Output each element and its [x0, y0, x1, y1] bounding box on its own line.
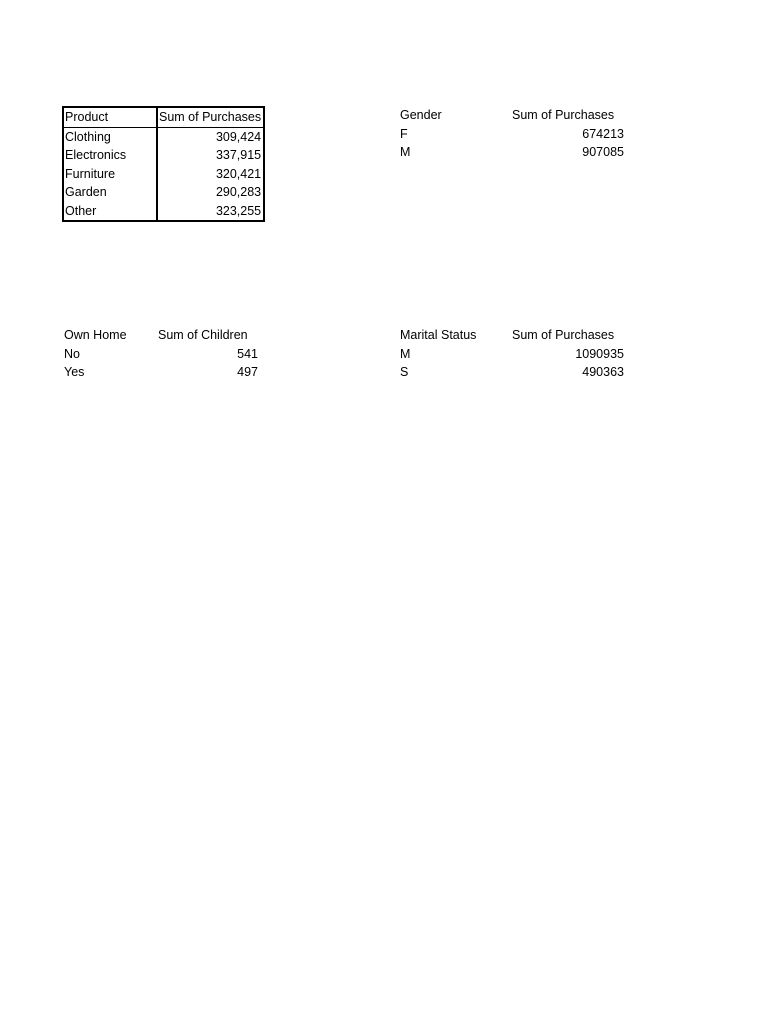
- gender-table: [398, 106, 626, 162]
- row-label[interactable]: S: [400, 365, 409, 380]
- row-value[interactable]: 497: [237, 365, 258, 380]
- row-value[interactable]: 1090935: [575, 346, 624, 361]
- header-marital-status[interactable]: Marital Status: [400, 328, 477, 343]
- table-header-row: [398, 326, 626, 345]
- row-value[interactable]: 309,424: [215, 129, 262, 144]
- row-label[interactable]: Electronics: [63, 146, 157, 165]
- table-row: [62, 363, 260, 382]
- row-label[interactable]: Clothing: [63, 127, 157, 146]
- header-own-home[interactable]: Own Home: [64, 328, 127, 343]
- row-label[interactable]: M: [400, 346, 411, 361]
- table-header-row: [62, 326, 260, 345]
- row-label[interactable]: Furniture: [63, 165, 157, 184]
- product-table: [62, 106, 265, 222]
- row-label[interactable]: No: [64, 346, 80, 361]
- header-sum-of-purchases[interactable]: Sum of Purchases: [512, 108, 615, 123]
- row-value[interactable]: 541: [237, 346, 258, 361]
- table-row: [398, 143, 626, 162]
- marital-status-table: [398, 326, 626, 382]
- header-sum-of-purchases[interactable]: Sum of Purchases: [512, 328, 615, 343]
- table-header-row: [398, 106, 626, 125]
- header-gender[interactable]: Gender: [400, 108, 442, 123]
- row-value[interactable]: 337,915: [215, 148, 262, 163]
- row-value[interactable]: 323,255: [215, 203, 262, 218]
- row-label[interactable]: Yes: [64, 365, 85, 380]
- row-label[interactable]: F: [400, 126, 408, 141]
- table-row: [62, 345, 260, 364]
- own-home-table: [62, 326, 260, 382]
- table-row: [63, 146, 264, 165]
- row-label[interactable]: M: [400, 145, 411, 160]
- header-sum-of-children[interactable]: Sum of Children: [158, 328, 248, 343]
- table-header-row: [63, 107, 264, 127]
- table-row: [398, 125, 626, 144]
- table-row: [63, 165, 264, 184]
- header-product[interactable]: Product: [63, 107, 157, 127]
- row-label[interactable]: Other: [63, 202, 157, 222]
- row-label[interactable]: Garden: [63, 183, 157, 202]
- row-value[interactable]: 907085: [582, 145, 624, 160]
- table-row: [63, 127, 264, 146]
- row-value[interactable]: 290,283: [215, 185, 262, 200]
- header-sum-of-purchases[interactable]: Sum of Purchases: [157, 107, 264, 127]
- table-row: [63, 183, 264, 202]
- table-row: [398, 345, 626, 364]
- row-value[interactable]: 320,421: [215, 166, 262, 181]
- row-value[interactable]: 490363: [582, 365, 624, 380]
- row-value[interactable]: 674213: [582, 126, 624, 141]
- table-row: [398, 363, 626, 382]
- table-row: [63, 202, 264, 222]
